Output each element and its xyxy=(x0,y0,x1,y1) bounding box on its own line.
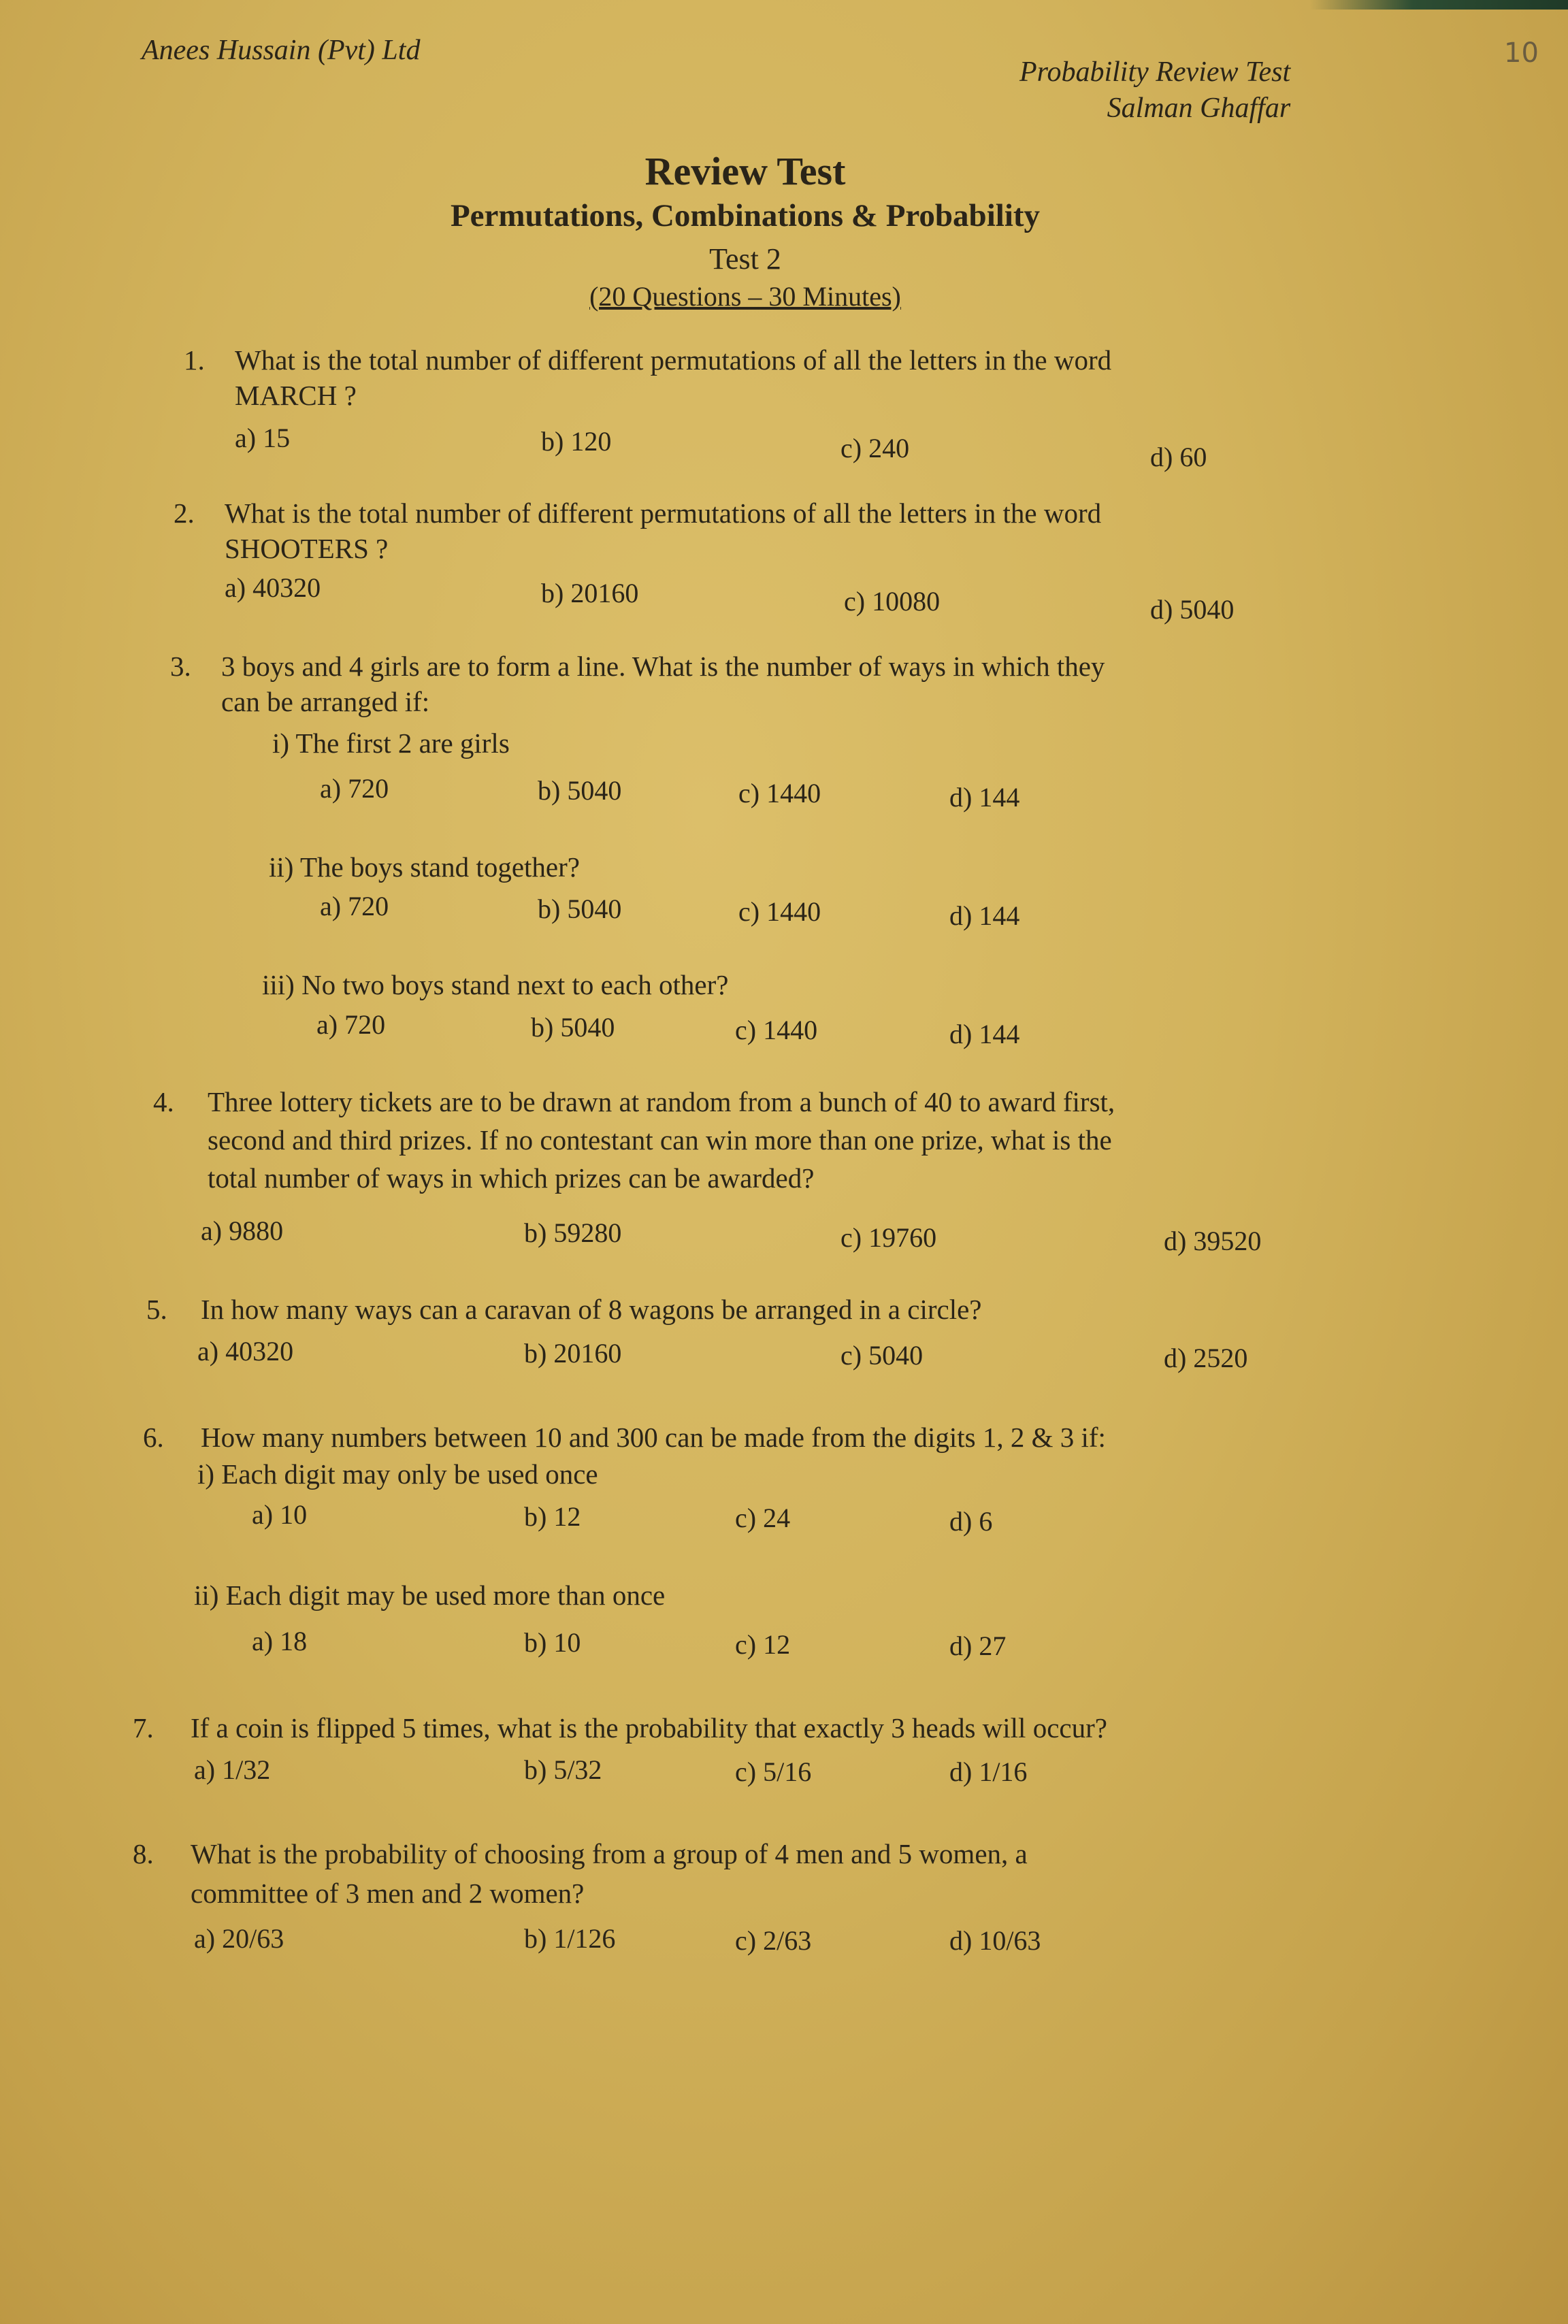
question-stem-cont: total number of ways in which prizes can be awarded? xyxy=(208,1162,815,1194)
option-a: a) 9880 xyxy=(201,1215,284,1246)
subquestion-iii: iii) No two boys stand next to each other? xyxy=(262,969,729,1000)
margin-mark: 10 xyxy=(1504,37,1539,69)
question-stem: If a coin is flipped 5 times, what is the probability that exactly 3 heads will occur? xyxy=(191,1712,1107,1744)
option-c: c) 5040 xyxy=(840,1340,924,1371)
question-stem-cont: committee of 3 men and 2 women? xyxy=(191,1878,585,1909)
option-d: d) 6 xyxy=(949,1506,993,1537)
option-d: d) 2520 xyxy=(1164,1343,1248,1373)
option-d: d) 1/16 xyxy=(949,1756,1028,1787)
question-stem: What is the total number of different permutations of all the letters in the word xyxy=(225,497,1102,529)
question-number: 8. xyxy=(133,1838,154,1869)
option-a: a) 20/63 xyxy=(194,1923,284,1954)
option-c: c) 240 xyxy=(840,433,910,463)
option-a: a) 40320 xyxy=(225,572,321,603)
question-stem-cont: can be arranged if: xyxy=(221,686,430,717)
question-stem-cont: SHOOTERS ? xyxy=(225,533,389,564)
option-b: b) 5040 xyxy=(531,1012,615,1043)
option-d: d) 60 xyxy=(1150,442,1207,472)
option-b: b) 5040 xyxy=(538,775,622,806)
option-c: c) 12 xyxy=(735,1629,791,1660)
option-b: b) 5040 xyxy=(538,894,622,924)
option-d: d) 144 xyxy=(949,782,1020,813)
option-a: a) 1/32 xyxy=(194,1754,271,1785)
background-corner xyxy=(1309,0,1568,10)
option-b: b) 5/32 xyxy=(524,1754,602,1785)
question-number: 7. xyxy=(133,1712,154,1744)
header-right xyxy=(1019,54,1290,126)
test-number: Test 2 xyxy=(709,242,781,276)
test-duration: (20 Questions – 30 Minutes) xyxy=(589,281,901,312)
option-a: a) 720 xyxy=(320,891,389,921)
question-number: 2. xyxy=(174,497,195,529)
option-b: b) 10 xyxy=(524,1627,581,1658)
option-d: d) 39520 xyxy=(1164,1226,1262,1256)
subquestion-i: i) The first 2 are girls xyxy=(272,727,510,759)
option-b: b) 20160 xyxy=(541,578,639,608)
question-stem-cont: second and third prizes. If no contestant can win more than one prize, what is the xyxy=(208,1124,1112,1156)
question-stem: How many numbers between 10 and 300 can be made from the digits 1, 2 & 3 if: xyxy=(201,1422,1106,1453)
option-a: a) 40320 xyxy=(197,1336,294,1366)
option-c: c) 1440 xyxy=(738,778,821,808)
question-number: 5. xyxy=(146,1294,167,1325)
question-stem: 3 boys and 4 girls are to form a line. What is the number of ways in which they xyxy=(221,651,1105,682)
question-number: 4. xyxy=(153,1086,174,1117)
question-number: 6. xyxy=(143,1422,164,1453)
option-c: c) 24 xyxy=(735,1503,791,1533)
option-d: d) 10/63 xyxy=(949,1925,1041,1956)
subquestion-ii: ii) The boys stand together? xyxy=(269,851,580,883)
question-stem: Three lottery tickets are to be drawn at random from a bunch of 40 to award first, xyxy=(208,1086,1115,1117)
question-stem: What is the total number of different permutations of all the letters in the word xyxy=(235,344,1112,376)
option-c: c) 10080 xyxy=(844,586,941,617)
question-stem-cont: MARCH ? xyxy=(235,380,357,411)
page-subtitle: Permutations, Combinations & Probability xyxy=(450,198,1041,233)
option-c: c) 1440 xyxy=(735,1015,818,1045)
page-title: Review Test xyxy=(644,149,846,193)
subquestion-ii: ii) Each digit may be used more than once xyxy=(194,1580,666,1611)
option-b: b) 12 xyxy=(524,1501,581,1532)
question-number: 1. xyxy=(184,344,205,376)
subquestion-i: i) Each digit may only be used once xyxy=(197,1458,598,1490)
option-c: c) 19760 xyxy=(840,1222,937,1253)
option-b: b) 20160 xyxy=(524,1338,622,1369)
option-a: a) 18 xyxy=(252,1626,308,1656)
option-d: d) 144 xyxy=(949,900,1020,931)
option-a: a) 720 xyxy=(320,773,389,804)
option-b: b) 1/126 xyxy=(524,1923,616,1954)
author-name: Salman Ghaffar xyxy=(1107,92,1291,124)
option-b: b) 59280 xyxy=(524,1217,622,1248)
option-c: c) 1440 xyxy=(738,896,821,927)
option-d: d) 27 xyxy=(949,1631,1007,1661)
option-a: a) 10 xyxy=(252,1499,308,1530)
question-stem: What is the probability of choosing from a group of 4 men and 5 women, a xyxy=(191,1838,1028,1869)
company-name: Anees Hussain (Pvt) Ltd xyxy=(142,35,421,66)
question-number: 3. xyxy=(170,651,191,682)
option-d: d) 5040 xyxy=(1150,594,1235,625)
option-c: c) 5/16 xyxy=(735,1756,812,1787)
test-name: Probability Review Test xyxy=(1019,56,1291,88)
option-c: c) 2/63 xyxy=(735,1925,812,1956)
question-stem: In how many ways can a caravan of 8 wagons be arranged in a circle? xyxy=(201,1294,982,1325)
option-a: a) 720 xyxy=(316,1009,386,1040)
option-d: d) 144 xyxy=(949,1019,1020,1049)
option-a: a) 15 xyxy=(235,423,291,453)
option-b: b) 120 xyxy=(541,426,612,457)
